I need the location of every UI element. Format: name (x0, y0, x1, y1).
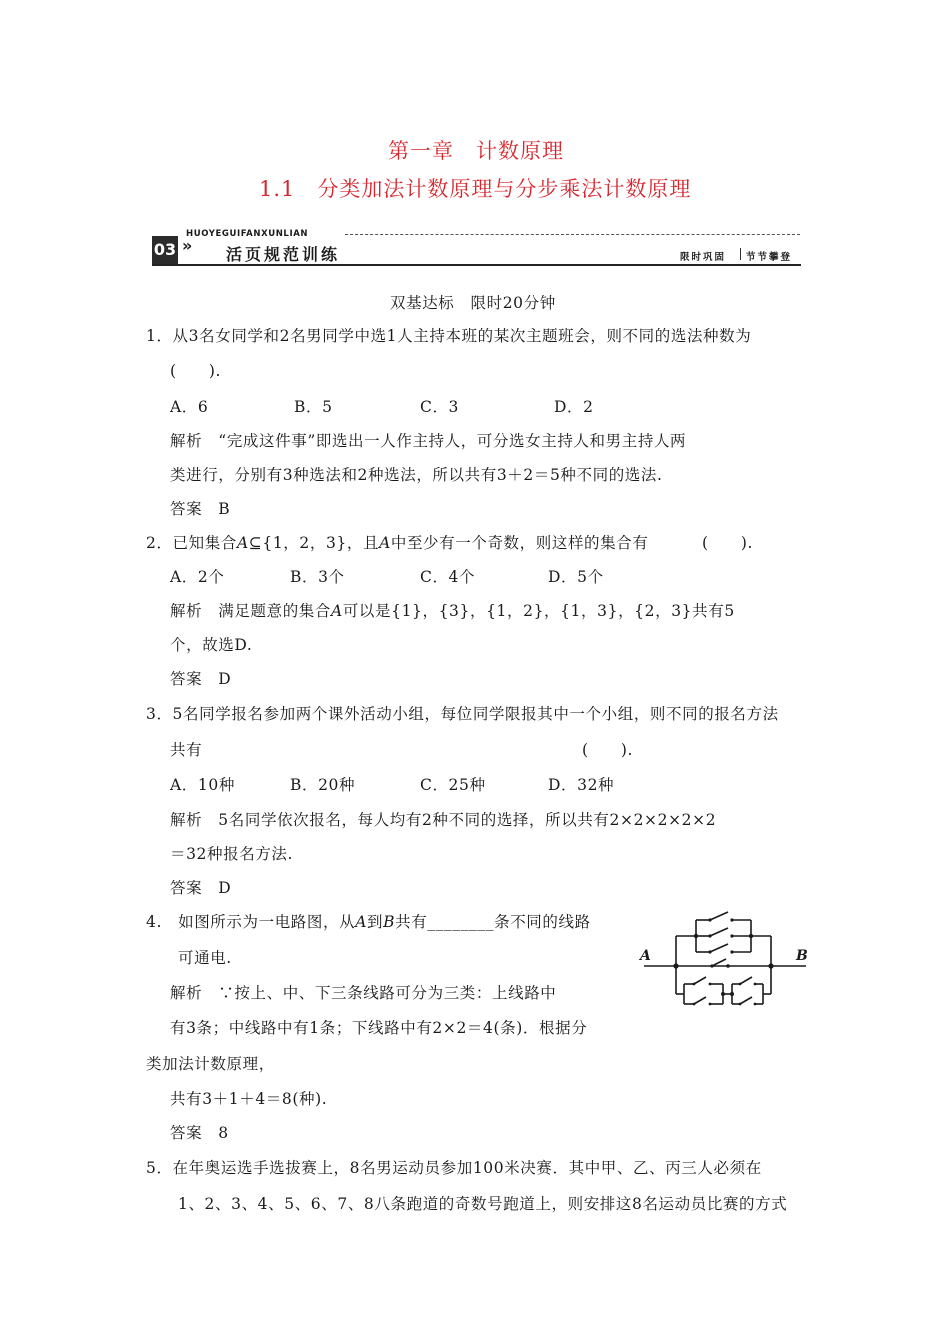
q5-stem-line2: 1、2、3、4、5、6、7、8八条跑道的奇数号跑道上，则安排这8名运动员比赛的方式 (178, 1195, 788, 1213)
q2-analysis-line1: 解析 满足题意的集合A可以是{1}，{3}，{1，2}，{1，3}，{2，3}共有5 (170, 602, 735, 620)
q2-analysis-line2: 个，故选D. (170, 636, 253, 654)
banner-number-badge: 03 (152, 236, 178, 264)
q5-stem-line1: 5．在年奥运选手选拔赛上，8名男运动员参加100米决赛．其中甲、乙、丙三人必须在 (146, 1159, 762, 1177)
q2-option-a: A．2个 (170, 568, 225, 586)
banner-pinyin: HUOYEGUIFANXUNLIAN (186, 229, 309, 239)
q1-option-c: C．3 (420, 398, 460, 416)
q3-stem-line2: 共有 (170, 741, 203, 759)
q3-analysis-line2: ＝32种报名方法. (170, 845, 294, 863)
q2-option-c: C．4个 (420, 568, 476, 586)
circuit-label-b: B (796, 948, 808, 964)
section-title: 1.1 分类加法计数原理与分步乘法计数原理 (259, 177, 692, 201)
banner-right-b: 节节攀登 (746, 252, 793, 263)
q1-option-b: B．5 (294, 398, 333, 416)
banner-right-a: 限时巩固 (680, 252, 727, 263)
q1-option-a: A．6 (170, 398, 209, 416)
circuit-diagram (636, 902, 816, 1022)
q4-analysis-line3: 类加法计数原理， (146, 1055, 275, 1073)
q2-blank: ( ). (702, 534, 754, 552)
q1-blank: ( ). (170, 362, 222, 380)
q4-stem-line1: 4. 如图所示为一电路图，从A到B共有________条不同的线路 (146, 913, 591, 931)
q3-blank: ( ). (582, 741, 634, 759)
banner-chevron-icon: » (182, 236, 193, 255)
q2-option-d: D．5个 (548, 568, 604, 586)
q2-stem: 2．已知集合A⊆{1，2，3}，且A中至少有一个奇数，则这样的集合有 (146, 534, 649, 552)
q4-analysis-line1: 解析 ∵按上、中、下三条线路可分为三类：上线路中 (170, 984, 557, 1002)
section-subtitle: 双基达标 限时20分钟 (390, 294, 556, 312)
q4-analysis-line2: 有3条；中线路中有1条；下线路中有2×2＝4(条)．根据分 (170, 1019, 588, 1037)
q2-option-b: B．3个 (290, 568, 345, 586)
banner-title: 活页规范训练 (226, 245, 341, 264)
circuit-label-a: A (640, 948, 651, 964)
chapter-title: 第一章 计数原理 (388, 139, 564, 163)
q2-answer: 答案 D (170, 670, 232, 688)
q1-stem-line1: 1．从3名女同学和2名男同学中选1人主持本班的某次主题班会，则不同的选法种数为 (146, 327, 752, 345)
q3-stem-line1: 3．5名同学报名参加两个课外活动小组，每位同学限报其中一个小组，则不同的报名方法 (146, 705, 779, 723)
banner-rule (152, 264, 801, 266)
q3-analysis-line1: 解析 5名同学依次报名，每人均有2种不同的选择，所以共有2×2×2×2×2 (170, 811, 717, 829)
q1-analysis-line1: 解析 “完成这件事”即选出一人作主持人，可分选女主持人和男主持人两 (170, 432, 687, 450)
q4-stem-line2: 可通电. (178, 949, 232, 967)
q3-option-c: C．25种 (420, 776, 486, 794)
banner-right-divider (740, 248, 741, 260)
banner-dashed-line (345, 234, 800, 235)
q3-option-d: D．32种 (548, 776, 615, 794)
q1-answer: 答案 B (170, 500, 231, 518)
q3-option-a: A．10种 (170, 776, 235, 794)
q4-answer: 答案 8 (170, 1124, 229, 1142)
q1-analysis-line2: 类进行，分别有3种选法和2种选法，所以共有3＋2＝5种不同的选法. (170, 466, 663, 484)
q4-analysis-line4: 共有3＋1＋4＝8(种). (170, 1090, 328, 1108)
q1-option-d: D．2 (554, 398, 594, 416)
q3-option-b: B．20种 (290, 776, 356, 794)
q3-answer: 答案 D (170, 879, 232, 897)
